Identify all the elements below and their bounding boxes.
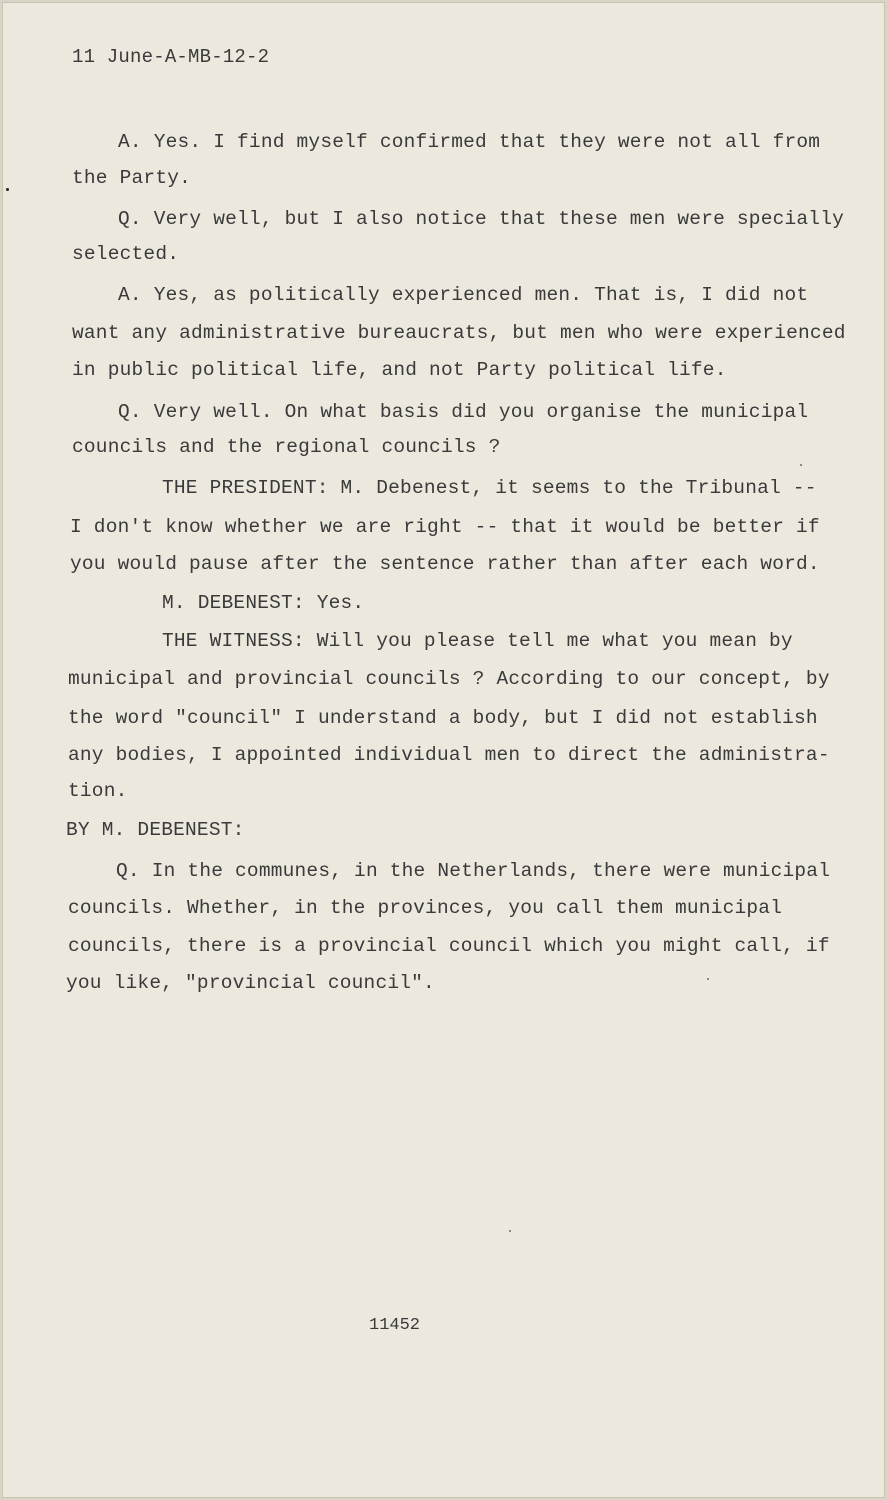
transcript-line: municipal and provincial councils ? According to our concept, by [68,668,830,690]
transcript-line: I don't know whether we are right -- that it would be better if [70,516,820,538]
transcript-line: in public political life, and not Party political life. [72,359,727,381]
transcript-line: you like, "provincial council". [66,972,435,994]
transcript-line: you would pause after the sentence rather than after each word. [70,553,820,575]
transcript-line: THE PRESIDENT: M. Debenest, it seems to the Tribunal -- [162,477,817,499]
transcript-line: selected. [72,243,180,265]
document-page [2,2,885,1498]
transcript-body [2,2,885,1498]
transcript-line: any bodies, I appointed individual men to direct the administra- [68,744,830,766]
transcript-line: councils and the regional councils ? [72,436,501,458]
document-reference: 11 June-A-MB-12-2 [72,46,270,68]
transcript-line: THE WITNESS: Will you please tell me what you mean by [162,630,793,652]
transcript-line: A. Yes, as politically experienced men. That is, I did not [118,284,809,306]
transcript-line: tion. [68,780,128,802]
transcript-line: Q. Very well, but I also notice that these men were specially [118,208,845,230]
transcript-line: Q. In the communes, in the Netherlands, there were municipal [116,860,831,882]
transcript-line: councils, there is a provincial council which you might call, if [68,935,830,957]
transcript-line: M. DEBENEST: Yes. [162,592,365,614]
transcript-line: A. Yes. I find myself confirmed that they were not all from [118,131,821,153]
page-number: 11452 [369,1316,421,1335]
transcript-line: the word "council" I understand a body, but I did not establish [68,707,818,729]
transcript-line: BY M. DEBENEST: [66,819,245,841]
transcript-line: councils. Whether, in the provinces, you call them municipal [68,897,783,919]
transcript-line: Q. Very well. On what basis did you organise the municipal [118,401,809,423]
transcript-line: the Party. [72,167,192,189]
transcript-line: want any administrative bureaucrats, but men who were experienced [72,322,846,344]
